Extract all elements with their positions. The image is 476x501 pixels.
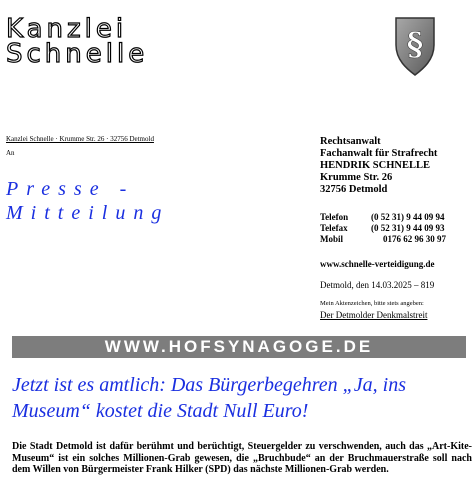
- contact-mobile-label: Mobil: [320, 234, 344, 244]
- website-banner: WWW.HOFSYNAGOGE.DE: [12, 336, 466, 358]
- contact-block: [320, 212, 446, 245]
- svg-text:§: §: [406, 25, 424, 63]
- letterhead-specialty: Fachanwalt für Strafrecht: [320, 148, 438, 159]
- letterhead-street: Krumme Str. 26: [320, 172, 393, 183]
- contact-fax-value: (0 52 31) 9 44 09 93: [371, 223, 445, 233]
- logo-text-line2: Schnelle: [6, 39, 149, 69]
- recipient-label: An: [6, 149, 15, 157]
- letterhead-city: 32756 Detmold: [320, 184, 388, 195]
- contact-mobile: [320, 234, 446, 245]
- article-body: Die Stadt Detmold ist dafür berühmt und berüchtigt, Steuergelder zu verschwenden, auch das „Art-Kite-Museum“ ist ein solches Millionen-Grab gewesen, die „Bruchbude“ an der Bruchmauerstraße soll nach dem Willen von Bürgermeister Frank Hilker (SPD) das nächste Millionen-Grab werden.: [12, 441, 472, 476]
- logo-text-line1: Kanzlei: [6, 14, 128, 44]
- contact-mobile-value: 0176 62 96 30 97: [383, 234, 446, 244]
- date-reference: Detmold, den 14.03.2025 – 819: [320, 280, 435, 290]
- letterhead-name: HENDRIK SCHNELLE: [320, 160, 430, 171]
- file-reference-value: Der Detmolder Denkmalstreit: [320, 310, 428, 320]
- paragraph-shield-icon: [393, 15, 437, 77]
- letterhead-block: [320, 136, 437, 196]
- contact-phone-label: Telefon: [320, 212, 349, 222]
- file-reference-label: Mein Aktenzeichen, bitte stets angeben:: [320, 300, 424, 307]
- contact-phone: [320, 212, 446, 223]
- article-title: Jetzt ist es amtlich: Das Bürgerbegehren „Ja, ins Museum“ kostet die Stadt Null Euro!: [12, 374, 407, 422]
- contact-fax: [320, 223, 446, 234]
- press-release-heading-line1: Presse -: [6, 178, 135, 200]
- letterhead-title: Rechtsanwalt: [320, 136, 381, 147]
- contact-fax-label: Telefax: [320, 223, 348, 233]
- sender-address-line: Kanzlei Schnelle · Krumme Str. 26 · 32756 Detmold: [6, 135, 154, 143]
- website-link[interactable]: www.schnelle-verteidigung.de: [320, 259, 435, 269]
- press-release-heading-line2: Mitteilung: [6, 202, 170, 224]
- contact-phone-value: (0 52 31) 9 44 09 94: [371, 212, 445, 222]
